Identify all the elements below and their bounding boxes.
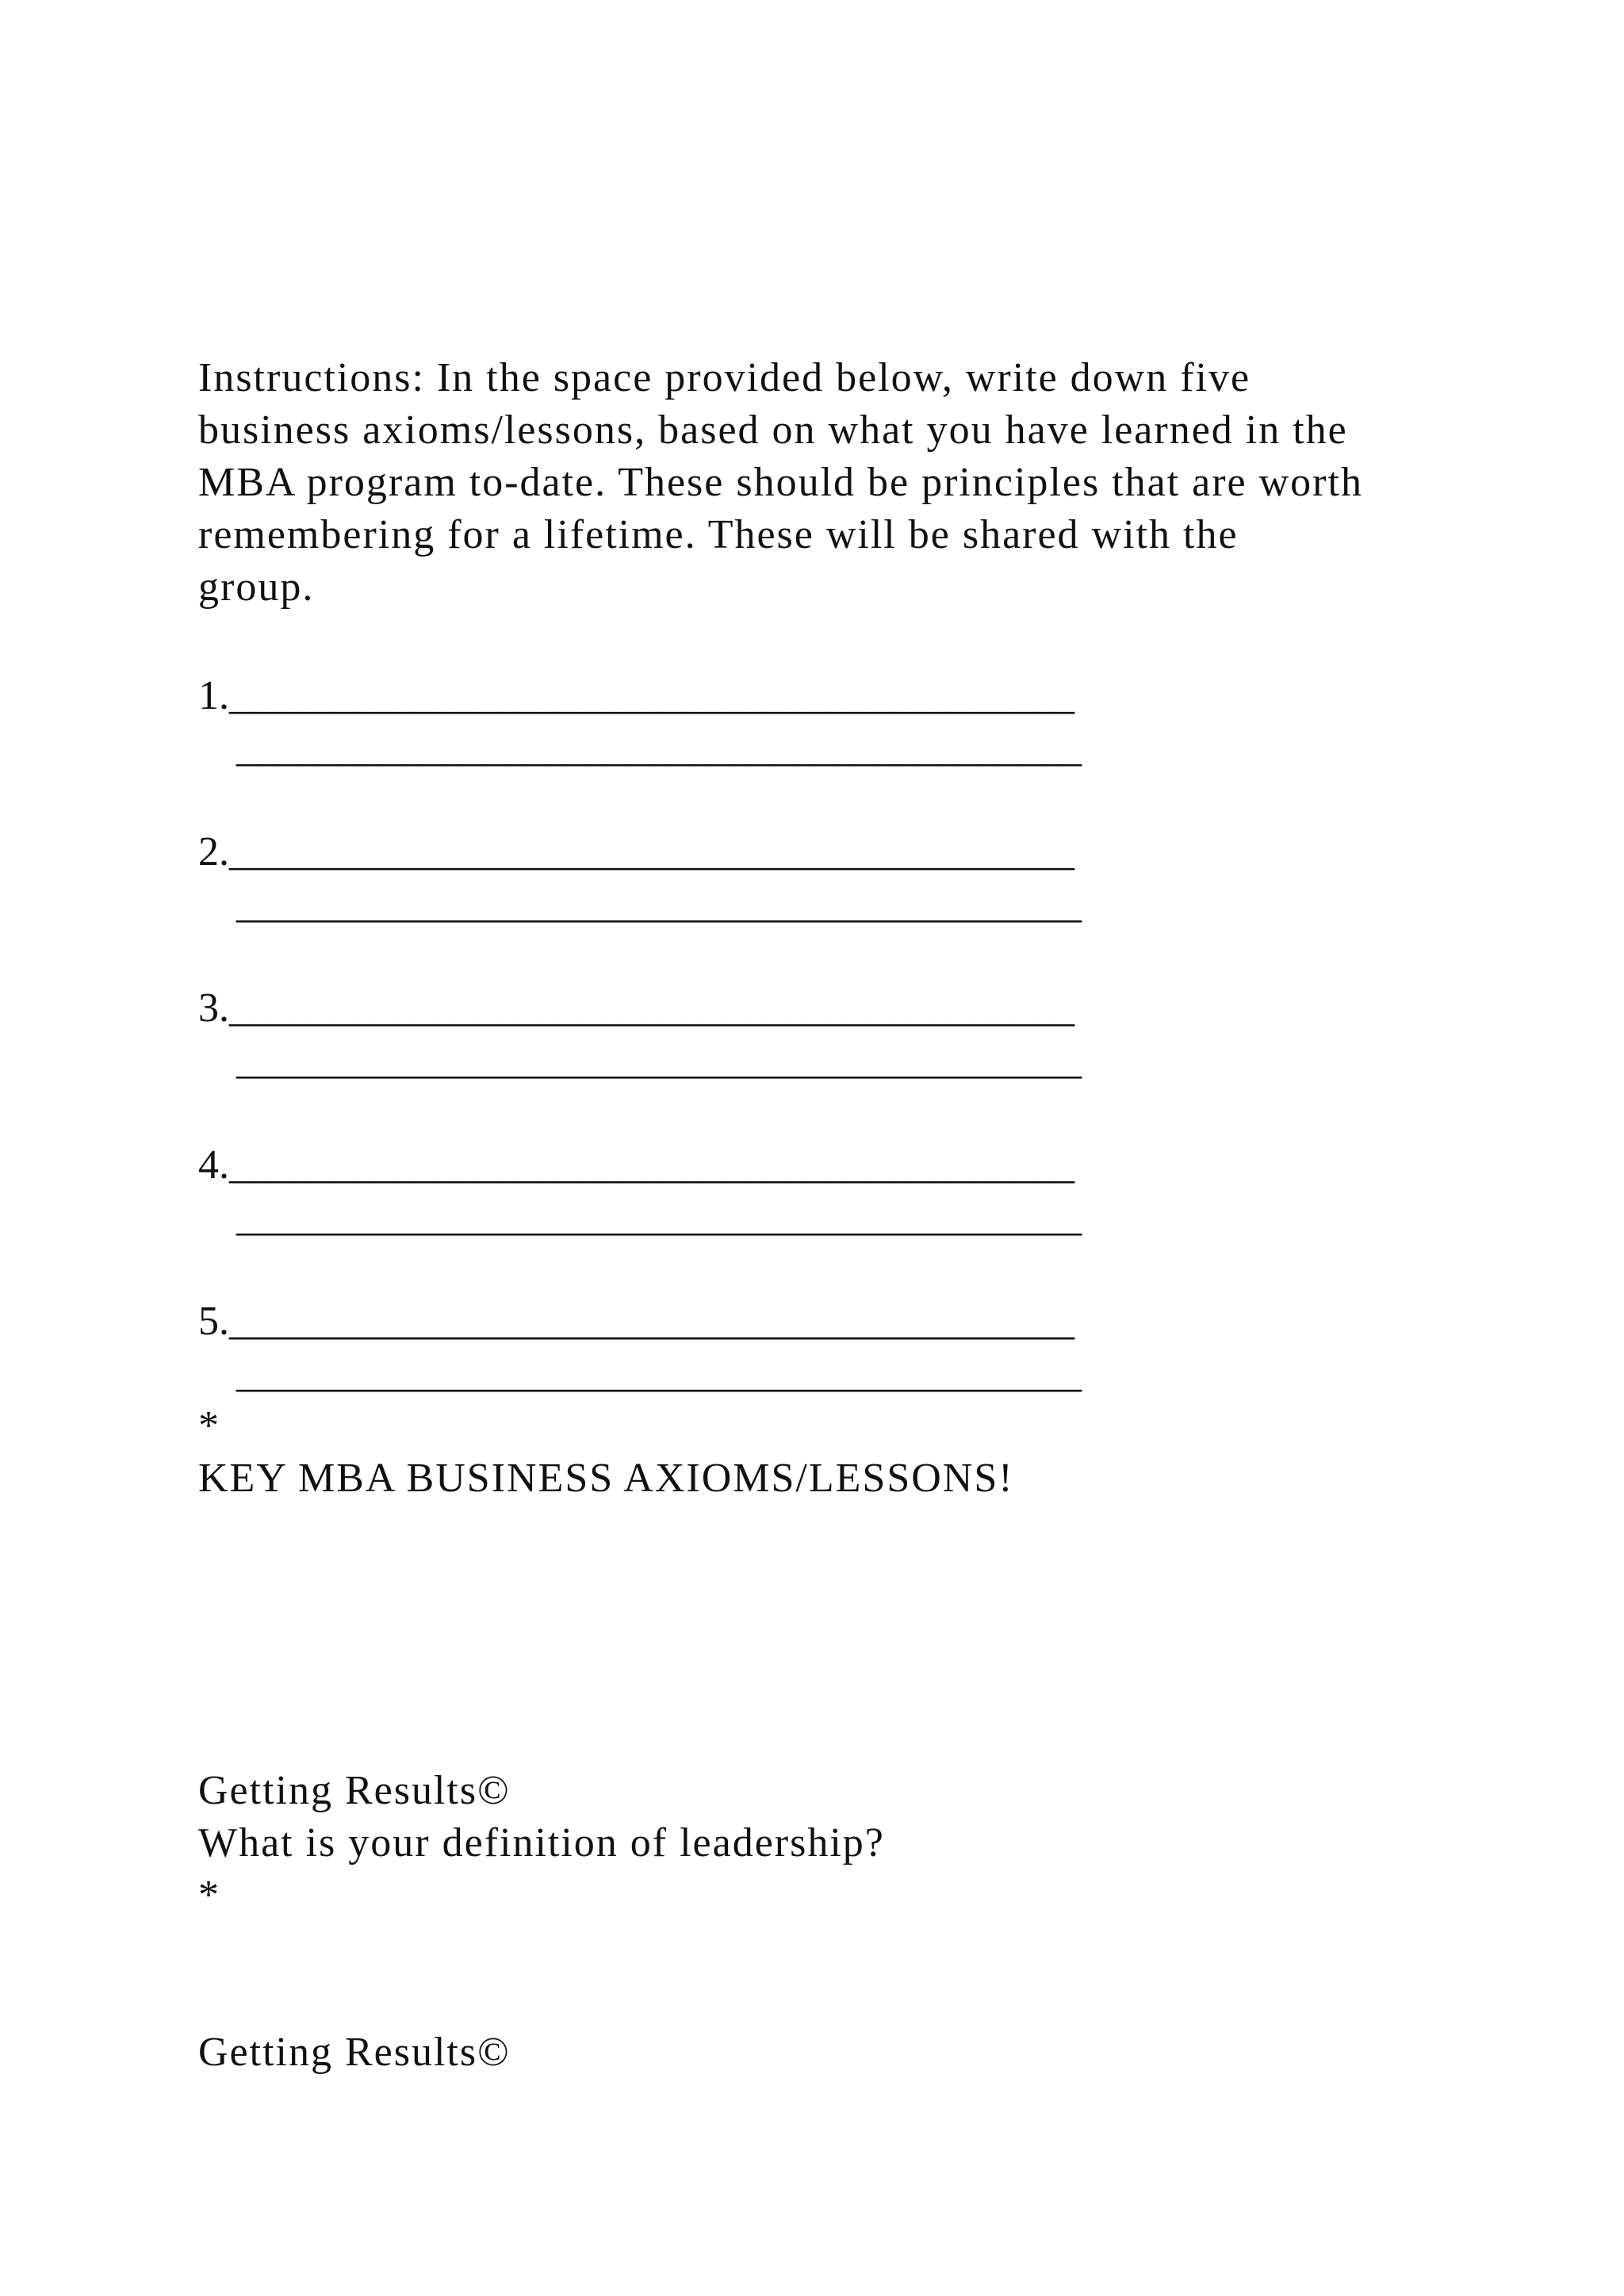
- blank-1-line-1: 1._________________________________________: [198, 673, 1074, 718]
- blank-2-line-1: 2._________________________________________: [198, 829, 1074, 874]
- instructions-line: remembering for a lifetime. These will be shared with the: [198, 512, 1239, 557]
- instructions-paragraph: [198, 352, 1507, 614]
- blank-1-line-2: _________________________________________: [236, 725, 1082, 771]
- blank-5-line-1: 5._________________________________________: [198, 1299, 1074, 1344]
- blank-2-line-2: _________________________________________: [236, 882, 1082, 927]
- copyright-footer: Getting Results©: [198, 1768, 511, 1813]
- instructions-line: business axioms/lessons, based on what you have learned in the: [198, 408, 1348, 453]
- instructions-line: MBA program to-date. These should be principles that are worth: [198, 460, 1363, 505]
- instructions-line: group.: [198, 564, 315, 610]
- blank-3-line-1: 3._________________________________________: [198, 985, 1074, 1031]
- blank-4-line-1: 4._________________________________________: [198, 1142, 1074, 1188]
- blank-4-line-2: _________________________________________: [236, 1195, 1082, 1240]
- blank-3-line-2: _________________________________________: [236, 1038, 1082, 1083]
- asterisk-marker: *: [198, 1403, 220, 1448]
- leadership-question: What is your definition of leadership?: [198, 1820, 885, 1866]
- blank-5-line-2: _________________________________________: [236, 1351, 1082, 1396]
- asterisk-marker: *: [198, 1873, 220, 1918]
- instructions-line: Instructions: In the space provided below, write down five: [198, 355, 1251, 400]
- copyright-footer: Getting Results©: [198, 2030, 511, 2075]
- page-heading: KEY MBA BUSINESS AXIOMS/LESSONS!: [198, 1456, 1014, 1501]
